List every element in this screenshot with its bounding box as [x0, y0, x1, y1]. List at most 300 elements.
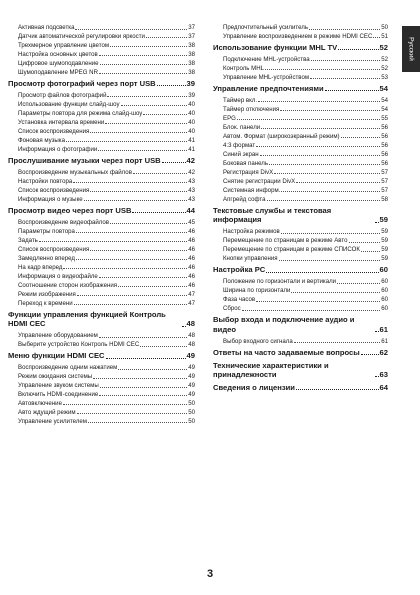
toc-entry-page: 53 [381, 73, 388, 81]
toc-entry-page: 49 [188, 373, 195, 381]
toc-entry-page: 40 [188, 127, 195, 135]
toc-section-heading [213, 348, 388, 357]
toc-entry-title: Информация о музыке [18, 195, 83, 203]
toc-entry-page: 46 [188, 254, 195, 262]
toc-entry-title: Воспроизведение одним нажатием [18, 364, 118, 372]
toc-entry-page: 60 [379, 265, 388, 275]
toc-entry-title: Управление звуком системы [18, 382, 99, 389]
toc-entry-page: 42 [188, 168, 195, 176]
toc-entry [8, 391, 195, 398]
toc-entry [213, 142, 388, 149]
toc-entry-page: 46 [188, 236, 195, 244]
dot-leader [99, 395, 187, 396]
toc-entry [8, 364, 195, 371]
toc-entry-title: Датчик автоматической регулировки яркости [18, 32, 145, 40]
dot-leader [296, 182, 380, 183]
toc-entry-page: 38 [188, 59, 195, 67]
toc-entry [8, 332, 195, 339]
dot-leader [99, 277, 187, 278]
dot-leader [90, 250, 187, 251]
toc-entry [213, 278, 388, 285]
toc-entry-page: 40 [188, 118, 195, 126]
dot-leader [90, 132, 187, 133]
dot-leader [182, 326, 186, 327]
toc-entry-page: 49 [188, 390, 195, 398]
dot-leader [140, 346, 187, 347]
toc-entry-page: 41 [188, 145, 195, 153]
toc-section-heading [213, 361, 388, 380]
toc-entry-page: 55 [381, 114, 388, 122]
dot-leader [325, 90, 379, 91]
dot-leader [281, 191, 380, 192]
toc-entry-title: Боковая панель [223, 159, 269, 167]
dot-leader [291, 292, 380, 293]
toc-entry-title: Настройка PC [213, 265, 266, 275]
toc-entry [8, 128, 195, 135]
toc-entry-page: 54 [381, 96, 388, 104]
dot-leader [269, 164, 380, 165]
dot-leader [265, 69, 380, 70]
toc-entry [8, 51, 195, 58]
toc-entry-title: Блок. панели [223, 123, 261, 131]
toc-entry [8, 282, 195, 289]
toc-section-heading [213, 84, 388, 93]
toc-section-heading [8, 79, 195, 88]
dot-leader [77, 413, 188, 414]
toc-entry-title: Установка интервала времени [18, 118, 105, 126]
dot-leader [279, 260, 381, 261]
toc-entry [213, 196, 388, 203]
toc-entry-page: 46 [188, 245, 195, 253]
toc-entry [213, 296, 388, 303]
dot-leader [311, 60, 381, 61]
toc-entry [8, 196, 195, 203]
toc-entry [8, 291, 195, 298]
toc-entry-page: 56 [381, 150, 388, 158]
toc-entry-title: Контроль MHL [223, 64, 265, 72]
toc-entry [8, 178, 195, 185]
dot-leader [162, 162, 186, 163]
toc-entry-title: Настройка режимов [223, 228, 280, 236]
dot-leader [309, 29, 380, 30]
toc-entry-title: Ответы на часто задаваемые вопросы [213, 347, 360, 357]
toc-entry [8, 101, 195, 108]
toc-entry-page: 60 [381, 287, 388, 295]
toc-entry-title: Информация о видеофайле [18, 272, 98, 280]
toc-entry [8, 169, 195, 176]
toc-entry-title: Активная подсветка [18, 24, 75, 31]
toc-entry [8, 418, 195, 425]
dot-leader [100, 387, 188, 388]
toc-entry-title: Управление усилителем [18, 417, 88, 425]
dot-leader [256, 146, 380, 147]
toc-entry-title: Апгрейд софта [223, 195, 266, 203]
toc-entry-title: Список воспроизведения [18, 186, 90, 194]
dot-leader [337, 283, 380, 284]
toc-section-heading [213, 43, 388, 52]
toc-entry-title: Управление воспроизведением в режиме HDMI CEC [223, 32, 373, 40]
toc-entry-title: Использование функции слайд-шоу [18, 100, 120, 108]
toc-entry [8, 187, 195, 194]
toc-entry-page: 59 [381, 246, 388, 254]
dot-leader [100, 64, 188, 65]
toc-entry-title: 4:3 формат [223, 141, 256, 149]
toc-entry [8, 409, 195, 416]
dot-leader [63, 268, 187, 269]
dot-leader [110, 46, 187, 47]
dot-leader [375, 331, 379, 332]
toc-entry-title: Шумоподавление MPEG NR [18, 68, 98, 76]
dot-leader [105, 123, 187, 124]
toc-entry-title: Прослушивание музыки через порт USB [8, 155, 161, 165]
toc-entry-page: 52 [381, 64, 388, 72]
toc-entry-title: Задать [18, 236, 38, 244]
toc-section-heading [213, 206, 388, 225]
toc-section-heading [8, 156, 195, 165]
dot-leader [99, 73, 187, 74]
toc-entry [8, 24, 195, 31]
toc-entry-title: Замедленно вперед [18, 254, 75, 262]
toc-entry [213, 65, 388, 72]
dot-leader [280, 110, 380, 111]
toc-entry-page: 38 [188, 50, 195, 58]
dot-leader [74, 304, 188, 305]
toc-entry [213, 24, 388, 31]
toc-entry-page: 64 [379, 382, 388, 392]
toc-entry-title: Положение по горизонтали и вертикали [223, 278, 337, 286]
toc-entry-page: 45 [188, 218, 195, 226]
toc-entry-title: Фоновая музыка [18, 136, 65, 144]
toc-entry-title: Сведения о лицензии [213, 382, 295, 392]
toc-entry-page: 50 [381, 24, 388, 31]
dot-leader [110, 223, 187, 224]
dot-leader [118, 369, 187, 370]
toc-entry [213, 169, 388, 176]
dot-leader [90, 191, 187, 192]
dot-leader [361, 251, 380, 252]
toc-entry [8, 60, 195, 67]
toc-entry [8, 228, 195, 235]
toc-entry [8, 42, 195, 49]
toc-entry [8, 264, 195, 271]
toc-entry-page: 49 [188, 364, 195, 372]
dot-leader [143, 114, 187, 115]
dot-leader [84, 200, 188, 201]
toc-entry-page: 47 [188, 290, 195, 298]
toc-entry [213, 115, 388, 122]
toc-entry-page: 46 [188, 227, 195, 235]
toc-entry-page: 40 [188, 100, 195, 108]
toc-entry [8, 400, 195, 407]
dot-leader [349, 242, 381, 243]
dot-leader [73, 182, 187, 183]
toc-section-heading [8, 206, 195, 215]
language-tab [402, 26, 420, 72]
toc-entry-page: 43 [188, 186, 195, 194]
toc-entry-page: 60 [381, 305, 388, 313]
dot-leader [281, 233, 381, 234]
toc-entry-page: 50 [188, 399, 195, 407]
toc-entry [8, 300, 195, 307]
dot-leader [294, 342, 380, 343]
toc-entry-page: 59 [381, 255, 388, 263]
toc-entry-page: 62 [379, 347, 388, 357]
toc-entry-page: 61 [381, 337, 388, 345]
toc-entry-title: Снятие регистрации DivX [223, 177, 296, 185]
toc-entry-page: 48 [188, 341, 195, 349]
toc-entry-page: 44 [186, 205, 195, 215]
toc-entry-title: Параметры повтора для режима слайд-шоу [18, 109, 143, 117]
dot-leader [99, 55, 187, 56]
dot-leader [66, 141, 187, 142]
toc-entry-title: Технические характеристики и принадлежности [213, 360, 329, 379]
toc-entry-title: Просмотр фотографий через порт USB [8, 79, 156, 89]
toc-entry-page: 52 [381, 55, 388, 63]
toc-entry-page: 58 [381, 195, 388, 203]
toc-entry-title: Переход к времени [18, 299, 73, 307]
dot-leader [260, 155, 381, 156]
toc-entry-title: Кнопки управления [223, 255, 278, 263]
toc-entry-title: На кадр вперед [18, 263, 63, 271]
page-number: 3 [206, 568, 214, 580]
dot-leader [375, 222, 379, 223]
toc-entry-page: 51 [381, 32, 388, 40]
toc-entry [8, 69, 195, 76]
dot-leader [98, 150, 187, 151]
toc-entry-title: Список воспроизведения [18, 245, 90, 253]
toc-entry-page: 37 [188, 32, 195, 40]
toc-section-heading [213, 383, 388, 392]
toc-entry-title: Режим ожидания системы [18, 373, 93, 381]
dot-leader [157, 85, 186, 86]
toc-entry-title: Просмотр файлов фотографий [18, 91, 107, 99]
toc-entry-title: Просмотр видео через порт USB [8, 205, 132, 215]
toc-entry-title: Управление предпочтениями [213, 84, 324, 94]
toc-entry-page: 54 [379, 84, 388, 94]
toc-entry-page: 42 [186, 155, 195, 165]
toc-entry [213, 338, 388, 345]
toc-entry-page: 38 [188, 68, 195, 76]
toc-entry [8, 146, 195, 153]
dot-leader [274, 173, 380, 174]
toc-entry-title: Включить HDMI-соединение [18, 390, 99, 398]
dot-leader [237, 119, 380, 120]
dot-leader [118, 286, 187, 287]
dot-leader [258, 101, 380, 102]
toc-entry-page: 48 [186, 319, 195, 329]
toc-entry-page: 59 [381, 237, 388, 245]
toc-entry-page: 56 [381, 132, 388, 140]
dot-leader [121, 105, 188, 106]
toc-entry-title: Трехмерное управление цветом [18, 41, 110, 49]
toc-entry [8, 341, 195, 348]
dot-leader [310, 78, 380, 79]
toc-entry-page: 39 [186, 79, 195, 89]
toc-entry [8, 273, 195, 280]
toc-entry-page: 61 [379, 324, 388, 334]
dot-leader [106, 358, 186, 359]
toc-entry-title: Информация о фотографии [18, 145, 98, 153]
toc-entry-page: 49 [186, 351, 195, 361]
toc-entry [8, 92, 195, 99]
toc-entry [8, 137, 195, 144]
toc-entry-title: Предпочтительный усилитель [223, 24, 309, 31]
toc-entry [213, 133, 388, 140]
toc-entry-page: 56 [381, 123, 388, 131]
toc-entry [8, 237, 195, 244]
dot-leader [75, 29, 187, 30]
dot-leader [107, 96, 187, 97]
toc-entry-title: Перемещение по страницам в режиме СПИСОК [223, 246, 360, 254]
dot-leader [99, 337, 187, 338]
toc-entry-title: Функции управления функцией Контроль HDMI CEC [8, 309, 166, 329]
toc-entry-page: 60 [381, 296, 388, 304]
toc-entry [213, 124, 388, 131]
toc-entry-title: Системная информ. [223, 186, 281, 194]
toc-entry-page: 56 [381, 141, 388, 149]
dot-leader [296, 389, 379, 390]
toc-entry [8, 255, 195, 262]
dot-leader [375, 376, 379, 377]
dot-leader [267, 200, 381, 201]
toc-entry-title: Фаза часов [223, 296, 256, 304]
toc-entry [213, 178, 388, 185]
toc-entry-title: Перемещение по страницам в режиме Авто [223, 237, 348, 245]
toc-entry-page: 46 [188, 263, 195, 271]
toc-entry-title: Настройка основных цветов [18, 50, 98, 58]
toc-entry-page: 39 [188, 91, 195, 99]
toc-entry [213, 246, 388, 253]
toc-entry-page: 50 [188, 408, 195, 416]
dot-leader [76, 232, 187, 233]
toc-entry-page: 57 [381, 177, 388, 185]
toc-entry [8, 373, 195, 380]
toc-entry-page: 49 [188, 382, 195, 389]
toc-entry [8, 33, 195, 40]
toc-entry [213, 305, 388, 312]
toc-entry-title: Выбор входа и подключение аудио и видео [213, 315, 355, 334]
dot-leader [146, 37, 187, 38]
dot-leader [261, 128, 380, 129]
toc-entry-title: Таймер вкл. [223, 96, 258, 104]
toc-entry-title: Сброс [223, 305, 241, 313]
dot-leader [266, 272, 378, 273]
toc-entry [8, 246, 195, 253]
toc-entry-title: Список воспроизведения [18, 127, 90, 135]
toc-entry [213, 106, 388, 113]
toc-entry-page: 60 [381, 278, 388, 286]
toc-entry-title: EPG [223, 114, 236, 122]
toc-entry [8, 119, 195, 126]
toc-entry-title: Управление MHL-устройством [223, 73, 310, 81]
toc-entry-page: 37 [188, 24, 195, 31]
toc-entry-page: 43 [188, 195, 195, 203]
toc-entry-title: Выбор входного сигнала [223, 337, 293, 345]
toc-entry-title: Авто ждущий режим [18, 408, 76, 416]
toc-entry [213, 97, 388, 104]
toc-entry-page: 41 [188, 136, 195, 144]
toc-entry-page: 57 [381, 186, 388, 194]
toc-entry-page: 59 [381, 228, 388, 236]
language-tab-label: Русский [407, 37, 415, 61]
toc-entry [213, 56, 388, 63]
toc-entry-page: 57 [381, 168, 388, 176]
toc-entry-page: 52 [379, 43, 388, 53]
toc-entry-page: 48 [188, 332, 195, 340]
toc-entry-page: 43 [188, 177, 195, 185]
toc-left-column [8, 24, 195, 427]
dot-leader [373, 37, 380, 38]
toc-entry [8, 110, 195, 117]
toc-entry-title: Таймер отключения [223, 105, 280, 113]
toc-section-heading [8, 310, 195, 329]
dot-leader [338, 49, 378, 50]
dot-leader [132, 212, 185, 213]
toc-entry-title: Ширина по горизонтали [223, 287, 291, 295]
dot-leader [341, 137, 381, 138]
toc-entry-title: Синий экран [223, 150, 259, 158]
toc-entry-page: 56 [381, 159, 388, 167]
toc-entry-title: Автовключение [18, 399, 62, 407]
toc-entry [213, 33, 388, 40]
toc-entry [213, 255, 388, 262]
toc-entry [8, 382, 195, 389]
toc-entry-page: 59 [379, 215, 388, 225]
toc-entry-title: Автом. Формат (широкоэкранный режим) [223, 132, 340, 140]
toc-section-heading [213, 265, 388, 274]
toc-entry [8, 219, 195, 226]
toc-entry-title: Управление оборудованием [18, 332, 98, 340]
toc-entry [213, 228, 388, 235]
toc-entry-title: Подключение MHL-устройства [223, 55, 310, 63]
dot-leader [77, 295, 187, 296]
dot-leader [242, 310, 381, 311]
toc-entry-title: Воспроизведение музыкальных файлов [18, 168, 132, 176]
toc-entry-title: Режим изображения [18, 290, 76, 298]
dot-leader [39, 241, 187, 242]
toc-entry-title: Текстовые службы и текстовая информация [213, 205, 332, 225]
toc-entry [213, 237, 388, 244]
toc-entry-title: Регистрация DivX [223, 168, 274, 176]
toc-entry-page: 46 [188, 272, 195, 280]
toc-entry-title: Цифровое шумоподавление [18, 59, 99, 67]
toc-entry [213, 187, 388, 194]
dot-leader [93, 378, 187, 379]
toc-entry-page: 47 [188, 299, 195, 307]
toc-entry-title: Использование функции MHL TV [213, 43, 338, 53]
dot-leader [133, 173, 187, 174]
dot-leader [256, 301, 380, 302]
toc-entry [213, 160, 388, 167]
toc-entry-page: 40 [188, 109, 195, 117]
toc-entry-page: 50 [188, 417, 195, 425]
dot-leader [63, 404, 187, 405]
toc-section-heading [213, 315, 388, 334]
dot-leader [76, 259, 187, 260]
toc-section-heading [8, 351, 195, 360]
toc-entry-title: Воспроизведение видеофайлов [18, 218, 110, 226]
toc-entry-title: Параметры повтора [18, 227, 75, 235]
toc-entry-page: 63 [379, 369, 388, 379]
toc-entry [213, 287, 388, 294]
toc-right-column [213, 24, 388, 396]
toc-entry-page: 46 [188, 281, 195, 289]
dot-leader [361, 354, 379, 355]
toc-entry [213, 151, 388, 158]
toc-entry [213, 74, 388, 81]
toc-entry-title: Выберите устройство Контроль HDMI CEC [18, 341, 140, 349]
toc-entry-title: Меню функции HDMI CEC [8, 351, 105, 361]
